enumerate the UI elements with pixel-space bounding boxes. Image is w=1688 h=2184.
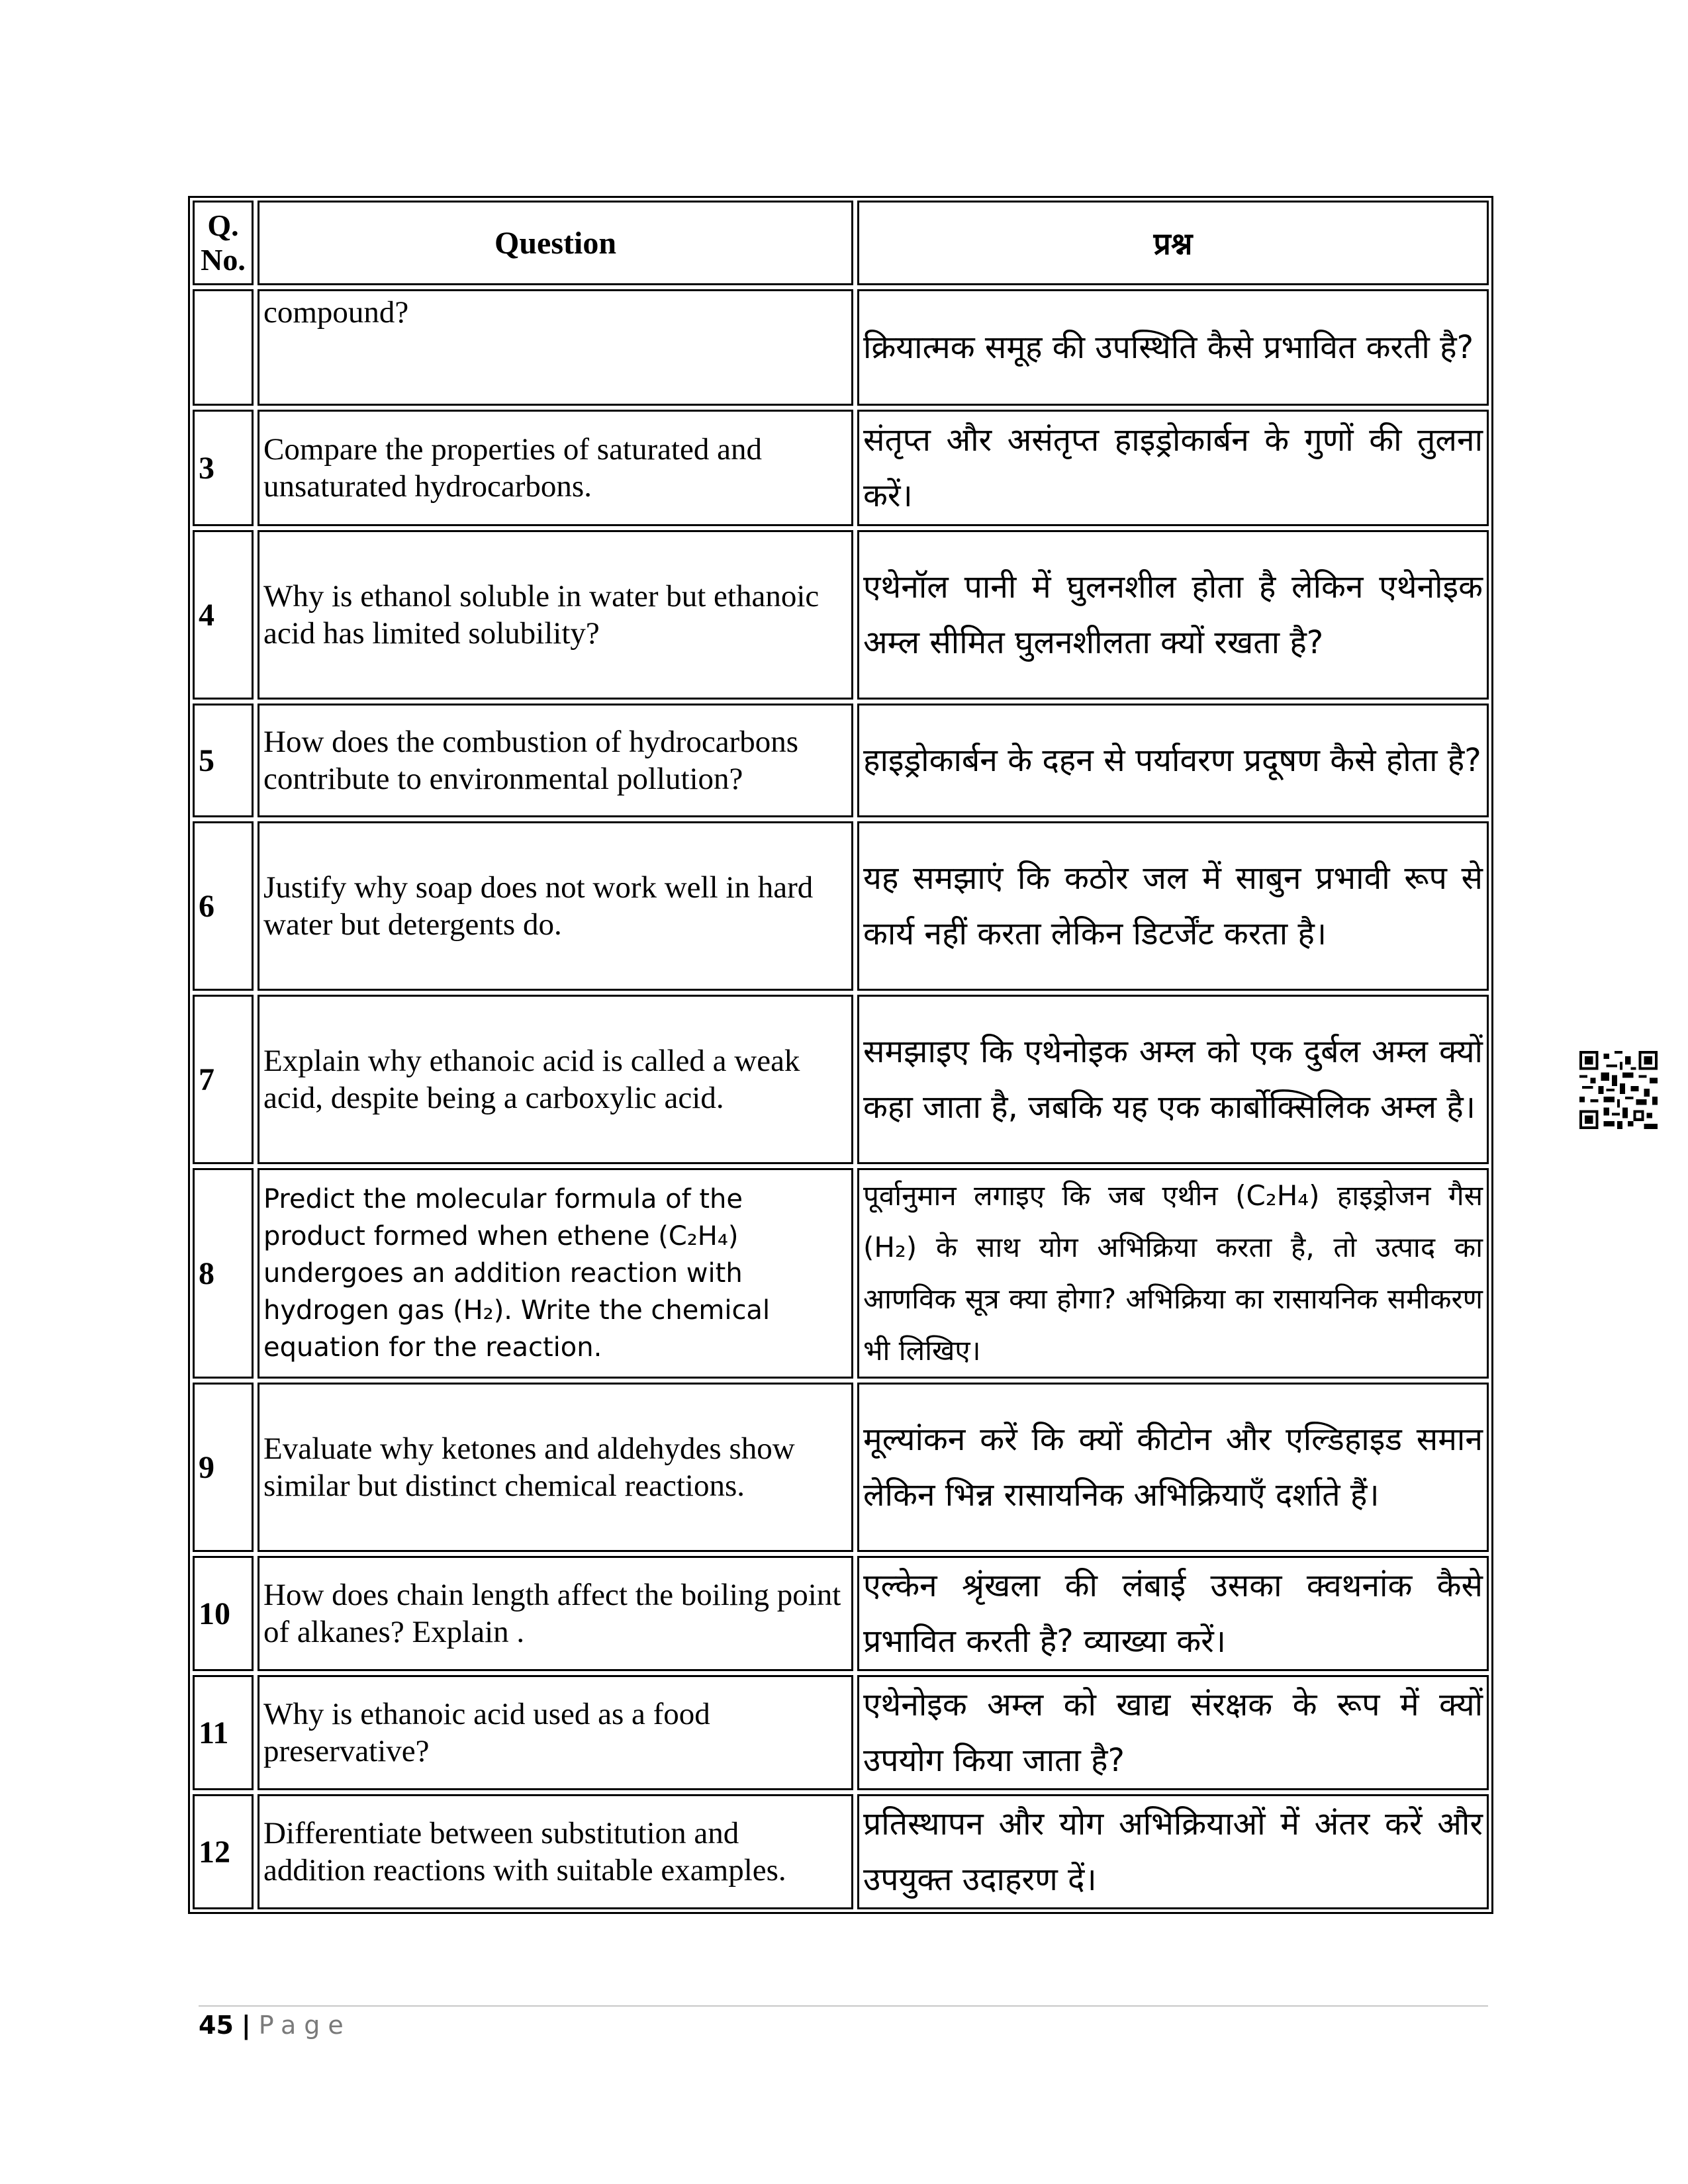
row-number: 4 — [193, 530, 254, 700]
row-question-en: Why is ethanol soluble in water but ethanoic acid has limited solubility? — [258, 530, 853, 700]
row-question-en: Predict the molecular formula of the product formed when ethene (C₂H₄) undergoes an addition reaction with hydrogen gas (H₂). Write the chemical equation for the reaction. — [258, 1168, 853, 1379]
row-number: 5 — [193, 704, 254, 817]
table-row — [193, 821, 1489, 991]
row-question-hi: समझाइए कि एथेनोइक अम्ल को एक दुर्बल अम्ल क्यों कहा जाता है, जबकि यह एक कार्बोक्सिलिक अम्ल है। — [857, 995, 1489, 1164]
row-question-en: Why is ethanoic acid used as a food preservative? — [258, 1675, 853, 1790]
row-number: 7 — [193, 995, 254, 1164]
table-row — [193, 704, 1489, 817]
row-question-hi: मूल्यांकन करें कि क्यों कीटोन और एल्डिहाइड समान लेकिन भिन्न रासायनिक अभिक्रियाएँ दर्शाते हैं। — [857, 1383, 1489, 1552]
question-table-frame — [188, 196, 1493, 1914]
row-question-en: How does chain length affect the boiling point of alkanes? Explain . — [258, 1556, 853, 1671]
row-question-hi: एथेनॉल पानी में घुलनशील होता है लेकिन एथेनोइक अम्ल सीमित घुलनशीलता क्यों रखता है? — [857, 530, 1489, 700]
row-number: 12 — [193, 1794, 254, 1909]
table-row — [193, 410, 1489, 526]
row-question-hi: पूर्वानुमान लगाइए कि जब एथीन (C₂H₄) हाइड्रोजन गैस (H₂) के साथ योग अभिक्रिया करता है, तो उत्पाद का आणविक सूत्र क्या होगा? अभिक्रिया का रासायनिक समीकरण भी लिखिए। — [857, 1168, 1489, 1379]
footer-divider — [199, 2005, 1488, 2007]
header-hindi: प्रश्न — [857, 201, 1489, 285]
page-footer — [199, 2011, 352, 2040]
row-question-hi: प्रतिस्थापन और योग अभिक्रियाओं में अंतर करें और उपयुक्त उदाहरण दें। — [857, 1794, 1489, 1909]
table-row — [193, 1383, 1489, 1552]
row-number — [193, 289, 254, 406]
table-row — [193, 1675, 1489, 1790]
row-question-hi: यह समझाएं कि कठोर जल में साबुन प्रभावी रूप से कार्य नहीं करता लेकिन डिटर्जेंट करता है। — [857, 821, 1489, 991]
row-question-en: Compare the properties of saturated and unsaturated hydrocarbons. — [258, 410, 853, 526]
page-label: Page — [258, 2011, 352, 2040]
page-number: 45 — [199, 2011, 234, 2040]
table-row — [193, 1794, 1489, 1909]
row-question-en: compound? — [258, 289, 853, 406]
row-question-en: Differentiate between substitution and addition reactions with suitable examples. — [258, 1794, 853, 1909]
row-number: 10 — [193, 1556, 254, 1671]
row-number: 6 — [193, 821, 254, 991]
row-question-en: Justify why soap does not work well in hard water but detergents do. — [258, 821, 853, 991]
row-question-hi: क्रियात्मक समूह की उपस्थिति कैसे प्रभावित करती है? — [857, 289, 1489, 406]
table-row — [193, 289, 1489, 406]
row-number: 3 — [193, 410, 254, 526]
row-question-hi: हाइड्रोकार्बन के दहन से पर्यावरण प्रदूषण कैसे होता है? — [857, 704, 1489, 817]
header-qno: Q. No. — [193, 201, 254, 285]
table-row — [193, 1168, 1489, 1379]
row-question-en: Evaluate why ketones and aldehydes show similar but distinct chemical reactions. — [258, 1383, 853, 1552]
row-question-en: Explain why ethanoic acid is called a weak acid, despite being a carboxylic acid. — [258, 995, 853, 1164]
qr-code-icon — [1579, 1051, 1658, 1129]
row-number: 11 — [193, 1675, 254, 1790]
row-number: 8 — [193, 1168, 254, 1379]
row-question-hi: एथेनोइक अम्ल को खाद्य संरक्षक के रूप में क्यों उपयोग किया जाता है? — [857, 1675, 1489, 1790]
row-question-hi: संतृप्त और असंतृप्त हाइड्रोकार्बन के गुणों की तुलना करें। — [857, 410, 1489, 526]
table-header-row — [193, 201, 1489, 285]
row-question-en: How does the combustion of hydrocarbons contribute to environmental pollution? — [258, 704, 853, 817]
table-row — [193, 530, 1489, 700]
table-row — [193, 1556, 1489, 1671]
table-row — [193, 995, 1489, 1164]
footer-separator: | — [241, 2011, 251, 2040]
row-question-hi: एल्केन श्रृंखला की लंबाई उसका क्वथनांक कैसे प्रभावित करती है? व्याख्या करें। — [857, 1556, 1489, 1671]
row-number: 9 — [193, 1383, 254, 1552]
question-table — [189, 197, 1493, 1913]
header-question: Question — [258, 201, 853, 285]
